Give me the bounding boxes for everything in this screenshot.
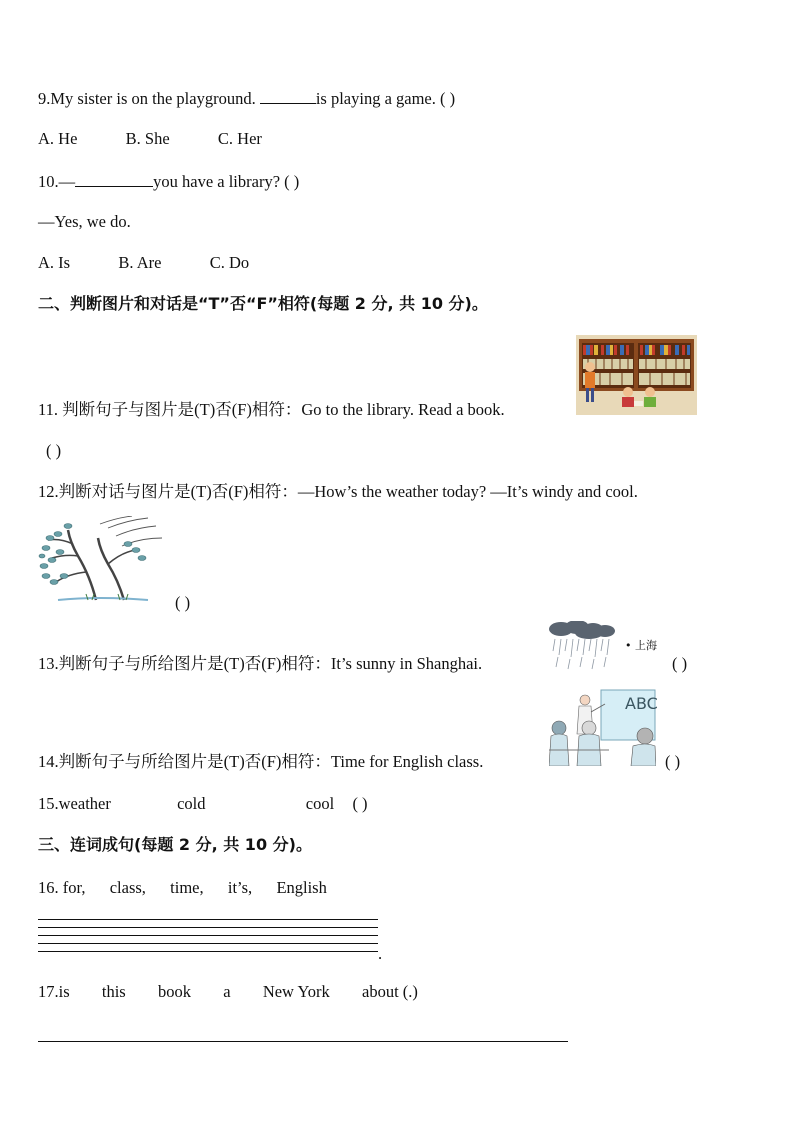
q10-prefix: 10.— — [38, 172, 76, 191]
q10-answer-line: —Yes, we do. — [38, 212, 131, 231]
q15-word-2: cold — [177, 794, 206, 813]
classroom-picture — [549, 688, 656, 766]
q16-word-4: it’s, — [227, 878, 253, 897]
q17-word-1: 17.is — [38, 982, 70, 1001]
q17-word-5: New York — [262, 982, 330, 1001]
q17-writing-line[interactable] — [38, 1041, 568, 1042]
rain-cloud-picture — [549, 621, 667, 671]
q10-option-c: C. Do — [209, 253, 250, 272]
q10-option-b: B. Are — [118, 253, 162, 272]
q10-line — [38, 170, 299, 192]
q9-options — [38, 129, 262, 149]
q12-line: 12.判断对话与图片是(T)否(F)相符：—How’s the weather today? —It’s windy and cool. — [38, 482, 638, 501]
q17-line — [38, 982, 418, 1002]
q16-writing-line-1[interactable] — [38, 919, 378, 920]
q15-line — [38, 794, 368, 814]
q17-word-2: this — [101, 982, 126, 1001]
q16-end-mark: . — [378, 944, 383, 963]
q13-line: 13.判断句子与所给图片是(T)否(F)相符：It’s sunny in Shanghai. — [38, 654, 483, 673]
q9-option-a: A. He — [38, 129, 78, 148]
q12-answer-paren[interactable]: ( ) — [175, 593, 191, 612]
q16-line — [38, 878, 327, 898]
q11-answer-paren[interactable]: ( ) — [46, 441, 62, 460]
q9-text-before: 9.My sister is on the playground. — [38, 89, 256, 108]
q9-answer-paren[interactable]: ( ) — [440, 89, 456, 108]
q11-line: 11. 判断句子与图片是(T)否(F)相符：Go to the library. Read a book. — [38, 400, 505, 419]
q9-text-after: is playing a game. — [315, 89, 436, 108]
section2-heading: 二、判断图片和对话是“T”否“F”相符(每题 2 分, 共 10 分)。 — [38, 294, 488, 313]
q10-text-after: you have a library? — [153, 172, 281, 191]
q14-answer-paren[interactable]: ( ) — [665, 752, 681, 771]
q17-word-4: a — [223, 982, 231, 1001]
q16-word-5: English — [276, 878, 327, 897]
windy-tree-picture — [38, 516, 166, 604]
q16-word-3: time, — [170, 878, 204, 897]
q14-line: 14.判断句子与所给图片是(T)否(F)相符：Time for English class. — [38, 752, 484, 771]
q15-word-1: 15.weather — [38, 794, 111, 813]
q15-answer-paren[interactable]: ( ) — [352, 794, 368, 813]
q10-answer-blank[interactable] — [75, 170, 153, 187]
q17-word-6: about (.) — [362, 982, 418, 1001]
q16-word-1: 16. for, — [38, 878, 86, 897]
q9-line — [38, 87, 455, 109]
q17-word-3: book — [157, 982, 191, 1001]
section3-heading: 三、连词成句(每题 2 分, 共 10 分)。 — [38, 835, 312, 854]
q9-option-b: B. She — [125, 129, 170, 148]
q10-options — [38, 253, 249, 273]
q9-option-c: C. Her — [217, 129, 262, 148]
q16-writing-line-5[interactable] — [38, 951, 378, 952]
q10-answer-paren[interactable]: ( ) — [284, 172, 300, 191]
q15-word-3: cool — [305, 794, 335, 813]
q9-answer-blank[interactable] — [260, 87, 316, 104]
q16-writing-line-4[interactable] — [38, 943, 378, 944]
q16-writing-line-2[interactable] — [38, 927, 378, 928]
shanghai-label: • 上海 — [625, 639, 657, 652]
library-bookshelf-picture — [576, 335, 697, 415]
abc-label: ABC — [625, 694, 658, 713]
q10-option-a: A. Is — [38, 253, 71, 272]
q16-writing-line-3[interactable] — [38, 935, 378, 936]
q13-answer-paren[interactable]: ( ) — [672, 654, 688, 673]
q16-word-2: class, — [109, 878, 146, 897]
